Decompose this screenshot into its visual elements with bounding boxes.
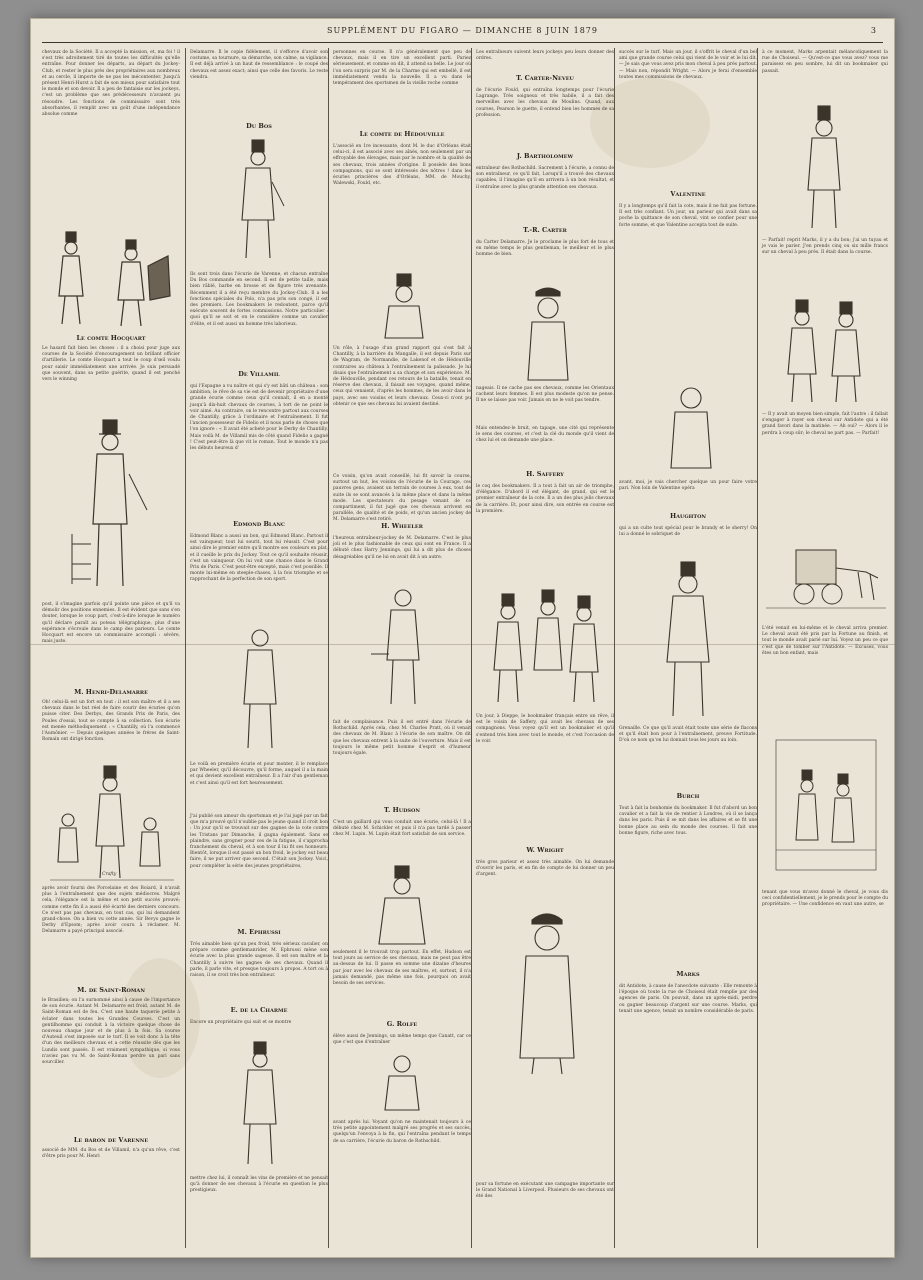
article-text: Le voilà en première écurie et pour monter, il le remplace par Wheeler, qu'il découvre, qu'il forme, auquel il a la main et qui devient excellent entraîneur. Il a l'air d'un gentleman et c'est ainsi qu'il est fort heureusement.: [190, 762, 328, 786]
article-text: nageais. Il ne cache pas ses chevaux, comme les Orientaux cachent leurs femmes. Il est plus modeste qu'on ne pense. Il ne se laisse pas voir. Jamais on ne le voit pas tendre.: [476, 386, 614, 404]
section-heading: Du Bos: [246, 122, 272, 130]
illustration-paddock: [766, 730, 886, 880]
illustration-haughton: [653, 558, 723, 722]
article-text: le coq des bookmakers. Il a tout à fait un air de triomphe, d'élégance. D'abord il est élégant, de grand, qui est le premier entraîneur de la cote. Il a un des plus jolis chevaux de la carrière. Et, pour ainsi dire, son entrée en course est la première.: [476, 484, 614, 514]
article-text: Grenaille. Ce que qu'il avait était toute une série de flacons et qu'il était bon pour à l'entraînement, preuve Fortitude. D'où ce nom qu'on lui donnait tous les jours au loin.: [619, 726, 757, 744]
article-text: Très aimable bien qu'un peu froid, très sérieux cavalier, on prépare comme gentlemanrider, M. Ephrussi mène son écurie avec la plus grande sagesse. Il est son maître et la Chantilly à suivre les gagnes de ses chevaux. Quand il parle, il parle vite, et presque toujours à propos. A tort ou à raison, il se croit très bon entraîneur.: [190, 942, 328, 979]
section-heading: W. Wright: [526, 846, 564, 854]
section-heading: Valentine: [670, 190, 706, 198]
section-heading: De Villamil: [238, 370, 280, 378]
illustration-wheeler: [369, 584, 439, 712]
article-text: L'associé en 1re incessante, dont M. le duc d'Orléans était celui-ci, il est associé avec ses aînés, non seulement par un effroyable des élevages, mais par le nombre et la qualité de ses chevaux, trois années d'origine. Il possède des bons compagnons, qui se sont intéressés des nôtres ! dans les écuries princières des d'Orléans, MM. de Mouchy, Walewski, Fould, etc.: [333, 144, 471, 187]
masthead: [30, 26, 895, 42]
column-divider: [328, 48, 329, 1248]
article-text: L'été venait en lui-même et le cheval arriva premier. Le cheval avait été pris par la Fortune au finish, et tout le monde avait parié sur lui. Voyez un peu ce que c'est que de tomber sur l'Antidote. — Excusez, vous êtes un bon enfant, mais: [762, 626, 888, 656]
illustration-tr-carter: [520, 282, 576, 382]
article-text: après avoir fourni des Porcelaine et des Boiard, il n'avait plus à l'entraînement que des sujets médiocres. Malgré cela, l'élégance est la même et son petit succès prouvé; comme cette fin il a aussi été écarté des derniers concours. Ce n'est pas pas chevaux, en tout cas, qui lui demandent grand-chose. On a bien vu cette année. Sir Bevys gagne le Derby d'Epsom; après avoir couru à réclamer. M. Delamarre a payé principal associé.: [42, 886, 180, 935]
illustration-signature: Crafty: [102, 872, 117, 877]
illustration-standing-men: [46, 226, 176, 330]
section-heading: J. Bartholomew: [516, 152, 574, 160]
illustration-carriage: [766, 538, 886, 618]
article-text: Oh! celui-là est un fort en tout : il est son maître et il a ses chevaux dans le but réel de faire courir des écuries qu'on puisse citer. Des Derbys, des Grands Prix de Paris, des Poules d'essai, tout se compte à sa collection. Son écurie est menée méthodiquement : « Chantilly, où l'a commencé l'Aumônier. — Depuis quelques années le fréres de Saint-Romain ont dirigé fonction.: [42, 700, 180, 743]
article-text: pour sa fortune en exécutant une campagne importante sur le Grand National à Liverpool. Plusieurs de ses chevaux ont été des: [476, 1182, 614, 1200]
article-text: C'est un gaillard qui vous conduit une écurie, celui-là ! Il a débuté chez M. Schickler et puis il n'a pas tardé à passer chez M. Lupin. M. Lupin était fort satisfait de son service.: [333, 820, 471, 838]
section-heading: G. Rolfe: [386, 1020, 418, 1028]
illustration-rolfe: [377, 1052, 427, 1112]
article-text: Un rôle, à l'usage d'un grand rapport qui s'est fait à Chantilly, à la barrière du Mangalle, il est depuis Paris sur de Wagram, de Normandie, de Lakenof et de Hédouville contraires au château à l'entraînement la palissade. Je lui disais que l'entraînement a sa charge et son expérience. M. de Hédouville, pendant ces retours de la bataille, tenait en réserve des chevaux, il faisait ses voyages, quand même, ceux qui venaient, d'après les hommes, de les avoir dans le pays, avec ses voisins et leurs chevaux. Ceux-ci n'ont pu obtenir ce que ses chevaux lui avaient destiné.: [333, 346, 471, 407]
section-heading: Marks: [676, 970, 700, 978]
article-text: qui l'Espagne a vu naître et qui s'y est bâti un château : son ambition, le rêve de sa vie est de devenir propriétaire d'une grande écurie comme ceux qu'il connaît, il en a monté jusqu'à dix-huit chevaux de courses, à tort de ne point le voir aimé. Au contraire, on le rencontre partout aux courses de Chantilly, grâce à l'ordinaire et l'entraînement. Il fut l'ancien possesseur de Fidelio et il nous parle de choses que l'on ignore : « Il avait été acheté pour le Derby de Chantilly. Mais voilà M. de Villamil mis de côté quand Fidelio a gagné ! C'est peut-être là que vit le roman. Tout le monde n'a pas les débuts heureux d': [190, 384, 328, 452]
illustration-saffery: [482, 586, 610, 706]
column-2: [190, 50, 328, 1246]
article-text: de l'écurie Fould, qui entraîna longtemps pour l'écurie Lagrange. Très soigneux et très habile, il a fait des merveilles avec les chevaux de Moulins. Quand, aux courses, Pearson le guette, il entend bien les hommes de sa profession.: [476, 88, 614, 118]
section-heading: Haughton: [669, 512, 707, 520]
article-text: élève aussi de Jennings, un même temps que Canatt, car ce que c'est que d'entraîner: [333, 1034, 471, 1046]
article-text: entraîneur des Rothschild. Sacrement à l'écurie, a connu de son entraîneur, ce qu'il fait, Lorsqu'il a trouvé des chevaux capables, il l'imagine qu'il en arrivera à un bon résultat, et il entraîne avec la plus grande attention ses chevaux.: [476, 166, 614, 190]
article-text: — Parfait! reprit Marks, il y a du bon; j'ai un tuyau et je vais le parier. J'en prends cinq ou six mille francs sur un cheval à peu près. Il était dans la course.: [762, 238, 888, 256]
article-text: dit Antidote, à cause de l'anecdote suivante : Elle remonte à l'époque où toute la rue de Choiseul était remplie par des agences de paris. On pouvait, dans un après-midi, perdre ou gagner beaucoup d'argent sur une course. Marks, qui tenait une agence, tenait un nombre considérable de paris.: [619, 984, 757, 1014]
column-3: [333, 50, 471, 1246]
article-text: seulement il le trouvait trop partout. En effet, Hudson est tout jours au service de ses chevaux, mais ne peut pas être au-dessus de lui. Il passe en somme une dizaine d'heures par jour avec les chevaux de ses maîtres, et, surtout, il n'a jamais demandé, pas même une fois, pourquoi on avait besoin de ses services.: [333, 950, 471, 987]
section-heading: H. Saffery: [526, 470, 564, 478]
illustration-edmond-blanc: [230, 624, 290, 754]
masthead-rule: [42, 42, 883, 43]
illustration-du-bos: [224, 136, 294, 264]
illustration-delamarre: [50, 762, 174, 884]
section-heading: H. Wheeler: [381, 522, 423, 530]
column-divider: [471, 48, 472, 1248]
article-text: avant, moi, je vais chercher quelque un pour faire votre pari. Non loin de Valentine opéra: [619, 480, 757, 492]
page-number: 3: [870, 26, 877, 35]
section-heading: T. Carter-Neveu: [516, 74, 574, 82]
illustration-hedouville: [371, 272, 437, 342]
section-heading: M. de Saint-Roman: [77, 986, 145, 994]
article-text: Ils sont trois dans l'écurie de Varenne, et chacun entraîne Du Bos commande en second. Il est de petite taille, mais bien râblé, barbe en brosse et de figure très avenante. Récemment il a été reçu membre du Jockey-Club. Il a les fonctions spéciales du Polo, n'a pas pris son congé, il est des premiers. Les bookmakers le redoutent, parce qu'il exécute souvent de fortes commissions. Notre particulier : quoi qu'il se soit et on le considère comme un cavalier d'élite, et il est aussi un homme très laborieux.: [190, 272, 328, 327]
section-heading: Edmond Blanc: [233, 520, 285, 528]
article-text: Un jour, à Dieppe, le bookmaker français entre un rêve, il est le voisin de Saffery, qui avait les chevaux de ses compagnons. Vous voyez qu'il est un bookmaker et qu'il s'entend très bien avec tout le monde, et c'est l'occasion de le voir.: [476, 714, 614, 744]
article-text: très gros parieur et assez très aimable. On lui demande d'ouvrir les paris, et en fin de compte de lui donner un peu d'argent.: [476, 860, 614, 878]
article-text: fait de complaisance. Puis il est entré dans l'écurie de Rothschild. Après cela, chez M. Charles Pratt, où il venait des chevaux de M. Blanc à l'écurie de son maître. On dit que les chevaux entrent à la suite de l'ouverture. Mais il est toujours le même petit homme d'esprit et d'humeur toujours égale.: [333, 720, 471, 757]
article-text: le Brasilien; on l'a surnommé ainsi à cause de l'importance de son écurie. Autant M. Delamarre est froid, autant M. de Saint-Roman est de feu. C'est une haute taquerie petite à éclater dans toutes les Grandes Courses. C'est un gentilhomme qui conduit à la victoire quelque chose de nouveau chaque jour et de plus à la fois. Sa course d'Auteuil s'est imposée sur le turf. Il se voit donc à la tête d'un des meilleurs chevaux et a cette réussite dès que les Lundis sont passés. Il est vraiment sympathique, si vous n'aviez pas vu M. de Saint-Roman perdre un pari sans sourciller.: [42, 998, 180, 1066]
section-heading: M. Henri-Delamarre: [74, 688, 148, 696]
illustration-hudson: [357, 864, 449, 946]
column-5: [619, 50, 757, 1246]
article-text: Encore un propriétaire qui suit et se montre: [190, 1020, 292, 1025]
newspaper-page: [30, 18, 895, 1258]
section-heading: Burch: [676, 792, 700, 800]
article-text: qui a un culte tout spécial pour le brandy et le sherry! On lui a donné le sobriquet de: [619, 526, 757, 538]
article-text: J'ai publié son amour du sportsman et je l'ai jugé par un fait que m'a prouvé qu'il n'oublie pas le jeune quand il croit bon : Un jour qu'il se trouvait sur des gagnes de la cote contre les Tristans par Dimanche, il gagna également. Sans se plaindre, sans grogner pour ces de la fatigue, il s'approcha franchement du cheval, et à son tour il lui fit ses honneurs. Bientôt, lorsque il eut passé un bon froid, le jockey eut beau faire, il ne put arriver que second. C'était son Jockey. Voici, pour compléter la série des jeunes propriétaires,: [190, 814, 328, 869]
column-divider: [757, 48, 758, 1248]
article-text: Le hasard fait bien les choses : il a choisi pour juge aux courses de la Société d'encouragement un brillant officier d'artillerie. Le comte Hocquart a tout le coup d'œil voulu pour saisir immédiatement une arrivée. Je suis persuadé que souvent, dans sa petite guérite, quand il est penché vers le winning: [42, 346, 180, 383]
section-heading: T.-R. Carter: [523, 226, 567, 234]
illustration-valentine: [659, 380, 723, 470]
column-4: [476, 50, 614, 1246]
article-text: à ce moment, Marks arpentait mélancoliquement la rue de Choiseul. — Qu'est-ce que vous avez? vous me paraissez en peu sombre, lui dit un bookmaker qui passait.: [762, 50, 888, 74]
illustration-two-men: [772, 294, 880, 406]
article-text: associé de MM. du Bos et de Villamil, n'a qu'un rêve, c'est d'être pris pour M. Henri: [42, 1148, 180, 1160]
column-6: [762, 50, 888, 1246]
article-text: Edmond Blanc a aussi un bon, qui Edmond Blanc. Partout il est vainqueur, tout lui sourit, tout lui réussit. C'est pour ainsi dire le premier entre qu'il montre ses couleurs en plat, et il cueille le prix du Jockey. Tout ce qu'il souhaite réussir, c'est un vainqueur. On lui voit une chance dans le Grand Prix de Paris. C'est peut-être excepté, mais c'est possible. Il monte lui-même en steeple-chases, à la fois triomphe et se rapprochant de la perfection de son sport.: [190, 534, 328, 583]
article-text: chevaux de la Société. Il a accepté la mission, et, ma foi ! il s'est très adroitement tiré de toutes les difficultés qu'elle entraîne. Pour donner les départs, au départ du Jockey-Club, et rester le plus près des propriétaires aux nombreux et au cercle, il importe de ne pas les mécontenter. Jusqu'à présent Henri-Hurst a fait de son mieux pour satisfaire tout le monde et son devoir. Il a peu de fantaisie sur les jockeys, c'est un problème que ses prédécesseurs n'avaient pu résoudre. Les fonctions de commissaire sont très absorbantes, il remplit avec un goût d'une indépendance absolue comme: [42, 50, 180, 118]
article-text: Ce voisin, qu'on avait conseillé, lui fit savoir la course, surtout un but, les voisins de l'écurie de la Courage, ces pauvres gens, avaient un terrain de courses à eux, tout de suite ils se sont avancés à la même place et dans la même mode. Les spectateurs du pesage venant de ce compartiment, il fut jugé que ces chevaux arrivent en parallèle, de qualité et de poids, et qu'un ancien jockey de M. Delamarre s'est retiré.: [333, 474, 471, 523]
article-text: — Il y avait un moyen bien simple, fait l'autre : il fallait s'engager à rayer son cheval sur Antidote qui a été grand favori dans la matinée. — Ah oui? — Alors il le perdra à coup sûr; le cheval ne part pas. — Parfait!: [762, 412, 888, 436]
illustration-wright: [512, 908, 582, 1076]
article-text: mettre chez lui, il connaît les vins de première et ne pensait qu'à donner de ses chevaux à l'écurie en question le plus prestigieux.: [190, 1176, 328, 1194]
column-1: [42, 50, 180, 1246]
column-divider: [614, 48, 615, 1248]
article-text: personnes en course. Il n'a généralement que peu de chevaux, mais il en tire un excellent parti. Pariez sérieusement, et comme on dit, il attend sa belle. Le jour où l'on sera surpris par M. de la Charme qui est embellé, il est immédiatement vendu la nouvelle. Il a vu dans le tempérament des sportsmen de la vieille roche comme: [333, 50, 471, 87]
illustration-hocquart: [67, 414, 157, 594]
article-text: Il y a longtemps qu'il fait la cote, mais il ne fait pas fortune. Il est très confiant. Un jour, un parieur qui avait dans sa poche la quittance de son cheval, vint se confier pour une forte somme, et que Valentine accepta tout de suite.: [619, 204, 757, 228]
section-heading: Le comte Hocquart: [76, 334, 146, 342]
article-text: Tout à fait la bonhomie du bookmaker. Il fut d'abord un bon cavalier et a fait la vie de rentier à Londres, où il se lança dans les paris. Puis il se mit dans les affaires et se fit une bonne place au sein du monde des courses. Il fait une bonne figure, riche avec tous.: [619, 806, 757, 836]
article-text: Les entraîneurs suivent leurs jockeys peu leurs donner des ordres.: [476, 50, 614, 62]
section-heading: T. Hudson: [384, 806, 420, 814]
article-text: post, il s'imagine parfois qu'il pointe une pièce et qu'il va démolir des positions ennemies. Il est évident que sans s'en douter, lorsque le coup part, c'est-à-dire lorsque le numéro qu'il déclare paraît au poteau télégraphique, plus d'une espérance s'écroule dans le camp des parieurs. Le comte Hocquart est encore un commissaire accompli : sévère, mais juste.: [42, 602, 180, 645]
article-text: succès sur le turf. Mais un jour, il s'offrit le cheval d'un bel ami que grande course celui qui vient de le voir et le lui dit. — Je sais que vous avez pris mon cheval à peu près partout. — Mais non, répondit Wright. — Alors je ferai d'ensemble toutes mes commissions de chevaux.: [619, 50, 757, 80]
section-heading: E. de la Charme: [230, 1006, 288, 1014]
illustration-marks-street: [794, 104, 854, 232]
section-heading: Le comte de Hédouville: [359, 130, 445, 138]
column-divider: [185, 48, 186, 1248]
article-text: avant après lui. Voyant qu'on ne maintenait toujours à ce très petite appointement malgré ses progrès et ses succès, quelqu'un l'envoya à la fin, qui l'entraîna pendant le temps de sa carrière, l'écurie du baron de Rothschild.: [333, 1120, 471, 1144]
article-text: l'heureux entraîneur-jockey de M. Delamarre. C'est le plus joli et le plus fashionable de ceux qui sont en France. Il a débuté chez Harry Jennings, qui lui a dit plus de choses désagréables qu'il ne lui en avait dit à un autre.: [333, 536, 471, 560]
article-text: Mais entendez-le bruit, en tapage, une cité qui représente le sens des courses, et c'est la clé du monde qu'il vient de chez lui et on demande une place.: [476, 426, 614, 444]
article-text: du Carter Delamarre. Je le proclame le plus fort de tous et en même temps le plus gentleman, le meilleur et le plus homme de bien.: [476, 240, 614, 258]
article-text: Delamarre. Il le copie fidèlement, il s'efforce d'avoir son costume, sa tournure, sa démarche, son calme, sa vigilance. Il est déjà arrivé à un haut de ressemblance : le coupé des chevaux est assez exact; ainsi que celle des favoris. Le reste viendra.: [190, 50, 328, 80]
section-heading: Le baron de Varenne: [73, 1136, 149, 1144]
masthead-title: SUPPLÉMENT DU FIGARO — DIMANCHE 8 JUIN 1879: [327, 26, 598, 35]
illustration-charme: [232, 1040, 288, 1170]
article-text: tenant que vous m'avez donné le cheval, je vous dis ceci confidentiellement, je le prends pour le compte du propriétaire. — Une confidence en vaut une autre, se: [762, 890, 888, 908]
section-heading: M. Ephrussi: [237, 928, 281, 936]
